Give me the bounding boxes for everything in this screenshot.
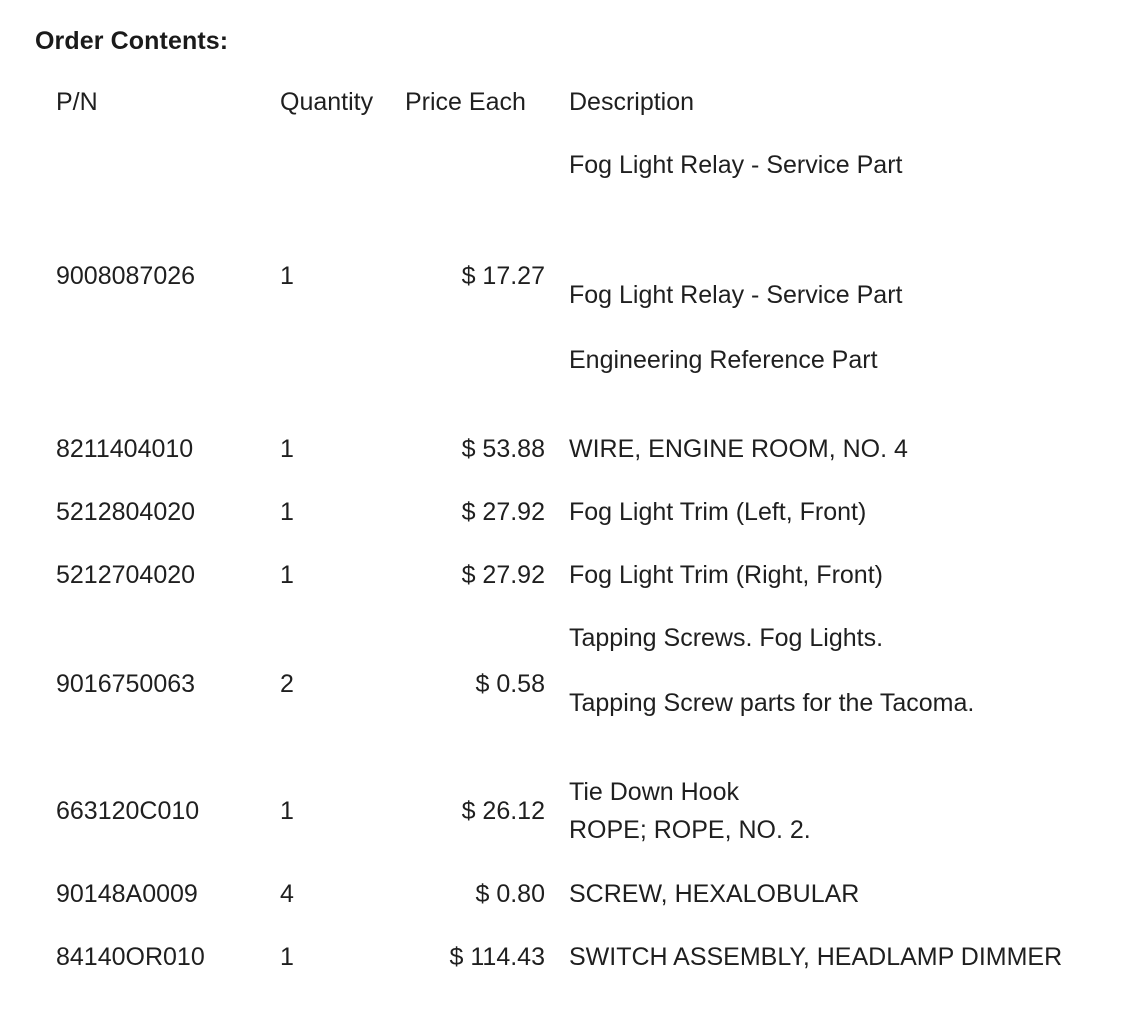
row-pn: 9008087026 bbox=[56, 262, 196, 290]
row-pn: 84140OR010 bbox=[56, 943, 205, 971]
header-description: Description bbox=[569, 88, 695, 116]
row-price: $ 27.92 bbox=[461, 498, 545, 526]
row-pn: 5212804020 bbox=[56, 498, 196, 526]
row-quantity: 1 bbox=[280, 797, 294, 825]
row-price: $ 0.80 bbox=[475, 880, 545, 908]
row-description-line: Fog Light Relay - Service Part bbox=[569, 151, 903, 179]
row-quantity: 1 bbox=[280, 561, 294, 589]
row-description-line: SCREW, HEXALOBULAR bbox=[569, 880, 860, 908]
row-description-line: Fog Light Trim (Left, Front) bbox=[569, 498, 867, 526]
row-description-line: Tapping Screws. Fog Lights. bbox=[569, 624, 884, 652]
row-pn: 90148A0009 bbox=[56, 880, 198, 908]
header-quantity: Quantity bbox=[280, 88, 374, 116]
row-price: $ 27.92 bbox=[461, 561, 545, 589]
row-quantity: 2 bbox=[280, 670, 294, 698]
row-price: $ 0.58 bbox=[475, 670, 545, 698]
row-description-line: ROPE; ROPE, NO. 2. bbox=[569, 816, 811, 844]
row-description-line: Fog Light Relay - Service Part bbox=[569, 281, 903, 309]
row-pn: 663120C010 bbox=[56, 797, 200, 825]
row-quantity: 1 bbox=[280, 943, 294, 971]
row-price: $ 17.27 bbox=[461, 262, 545, 290]
row-price: $ 26.12 bbox=[461, 797, 545, 825]
row-description-line: SWITCH ASSEMBLY, HEADLAMP DIMMER bbox=[569, 943, 1063, 971]
header-pn: P/N bbox=[56, 88, 98, 116]
row-pn: 8211404010 bbox=[56, 435, 194, 463]
row-quantity: 1 bbox=[280, 498, 294, 526]
row-price: $ 114.43 bbox=[449, 943, 545, 971]
row-description-line: Tapping Screw parts for the Tacoma. bbox=[569, 689, 975, 717]
row-quantity: 1 bbox=[280, 262, 294, 290]
row-quantity: 1 bbox=[280, 435, 294, 463]
row-description-line: Tie Down Hook bbox=[569, 778, 739, 806]
row-description-line: Engineering Reference Part bbox=[569, 346, 878, 374]
header-price-each: Price Each bbox=[405, 88, 526, 116]
row-price: $ 53.88 bbox=[461, 435, 545, 463]
row-description-line: WIRE, ENGINE ROOM, NO. 4 bbox=[569, 435, 908, 463]
row-pn: 9016750063 bbox=[56, 670, 196, 698]
row-pn: 5212704020 bbox=[56, 561, 196, 589]
row-description-line: Fog Light Trim (Right, Front) bbox=[569, 561, 883, 589]
order-contents-title: Order Contents: bbox=[35, 27, 229, 55]
row-quantity: 4 bbox=[280, 880, 294, 908]
